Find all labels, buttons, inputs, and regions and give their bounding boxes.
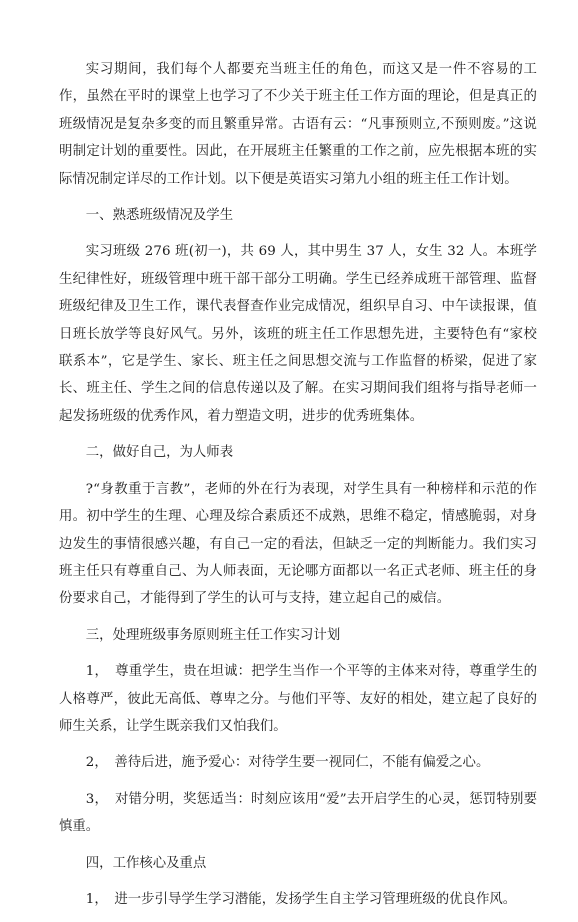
section-3-item-3: 3， 对错分明，奖惩适当：时刻应该用“爱”去开启学生的心灵，惩罚特别要慎重。 [59,791,537,835]
section-2-heading: 二，做好自己，为人师表 [85,445,234,461]
section-2-paragraph: ?“身教重于言教”，老师的外在行为表现，对学生具有一种榜样和示范的作用。初中学生的生理、心理及综合素质还不成熟，思维不稳定，情感脆弱，对身边发生的事情很感兴趣，有自己一定的看法，但缺乏一定的判断能力。我们实习班主任只有尊重自己、为人师表面，无论哪方面都以一名正式老师、班主任的身份要求自己，才能得到了学生的认可与支持，建立起自己的威信。 [59,481,537,607]
section-1-heading: 一、熟悉班级情况及学生 [85,208,234,224]
section-3-item-2: 2， 善待后进，施予爱心：对待学生要一视同仁，不能有偏爱之心。 [85,755,490,771]
section-4-heading: 四，工作核心及重点 [85,855,207,871]
document-page [59,56,537,922]
section-3-item-1: 1， 尊重学生，贵在坦诚：把学生当作一个平等的主体来对待，尊重学生的人格尊严，彼此无高低、尊卑之分。与他们平等、友好的相处，建立起了良好的师生关系，让学生既亲我们又怕我们。 [59,664,537,734]
intro-paragraph: 实习期间，我们每个人都要充当班主任的角色，而这又是一件不容易的工作，虽然在平时的课堂上也学习了不少关于班主任工作方面的理论，但是真正的班级情况是复杂多变的而且繁重异常。古语有云：“凡事预则立,不预则废。”这说明制定计划的重要性。因此，在开展班主任繁重的工作之前，应先根据本班的实际情况制定详尽的工作计划。以下便是英语实习第九小组的班主任工作计划。 [59,62,537,187]
section-1-paragraph: 实习班级 276 班(初一)，共 69 人，其中男生 37 人，女生 32 人。本班学生纪律性好，班级管理中班干部干部分工明确。学生已经养成班干部管理、监督班级纪律及卫生工作，课代表督查作业完成情况，组织早自习、中午读报课，值日班长放学等良好风气。另外，该班的班主任工作思想先进，主要特色有“家校联系本”，它是学生、家长、班主任之间思想交流与工作监督的桥梁，促进了家长、班主任、学生之间的信息传递以及了解。在实习期间我们组将与指导老师一起发扬班级的优秀作风，着力塑造文明，进步的优秀班集体。 [59,244,537,424]
section-3-heading: 三，处理班级事务原则班主任工作实习计划 [85,627,341,643]
section-4-item-1: 1， 进一步引导学生学习潜能，发扬学生自主学习管理班级的优良作风。 [85,891,517,907]
